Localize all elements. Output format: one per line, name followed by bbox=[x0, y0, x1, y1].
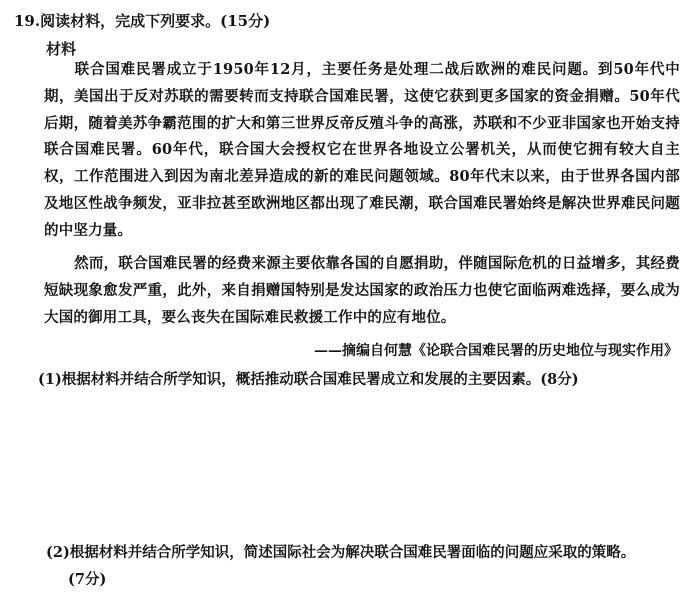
material-source: ——摘编自何慧《论联合国难民署的历史地位与现实作用》 bbox=[314, 343, 678, 359]
material-paragraph-2-text: 然而，联合国难民署的经费来源主要依靠各国的自愿捐助，伴随国际危机的日益增多，其经费短缺现象愈发严重，此外，来自捐赠国特别是发达国家的政治压力也使它面临两难选择，要么成为大国的御用工具，要么丧失在国际难民救援工作中的应有地位。 bbox=[44, 255, 680, 326]
sub-question-2-score: (7分) bbox=[68, 571, 107, 588]
answer-space[interactable] bbox=[38, 398, 668, 534]
material-paragraph-1-text: 联合国难民署成立于1950年12月，主要任务是处理二战后欧洲的难民问题。到50年代中期，美国出于反对苏联的需要转而支持联合国难民署，这使它获到更多国家的资金捐赠。50年代后期，随着美苏争霸范围的扩大和第三世界反帝反殖斗争的高涨，苏联和不少亚非国家也开始支持联合国难民署。60年代，联合国大会授权它在世界各地设立公署机关，从而使它拥有较大自主权，工作范围进入到因为南北差异造成的新的难民问题领域。80年代末以来，由于世界各国内部及地区性战争频发，亚非拉甚至欧洲地区都出现了难民潮，联合国难民署始终是解决世界难民问题的中坚力量。 bbox=[44, 61, 680, 239]
sub-question-1: (1)根据材料并结合所学知识，概括推动联合国难民署成立和发展的主要因素。(8分) bbox=[38, 371, 579, 388]
question-header: 19.阅读材料，完成下列要求。(15分) bbox=[14, 12, 271, 30]
sub-question-2: (2)根据材料并结合所学知识，简述国际社会为解决联合国难民署面临的问题应采取的策略。 bbox=[46, 544, 636, 561]
material-paragraph-2 bbox=[44, 251, 680, 331]
material-label: 材料 bbox=[46, 40, 77, 58]
material-paragraph-1 bbox=[44, 57, 680, 245]
